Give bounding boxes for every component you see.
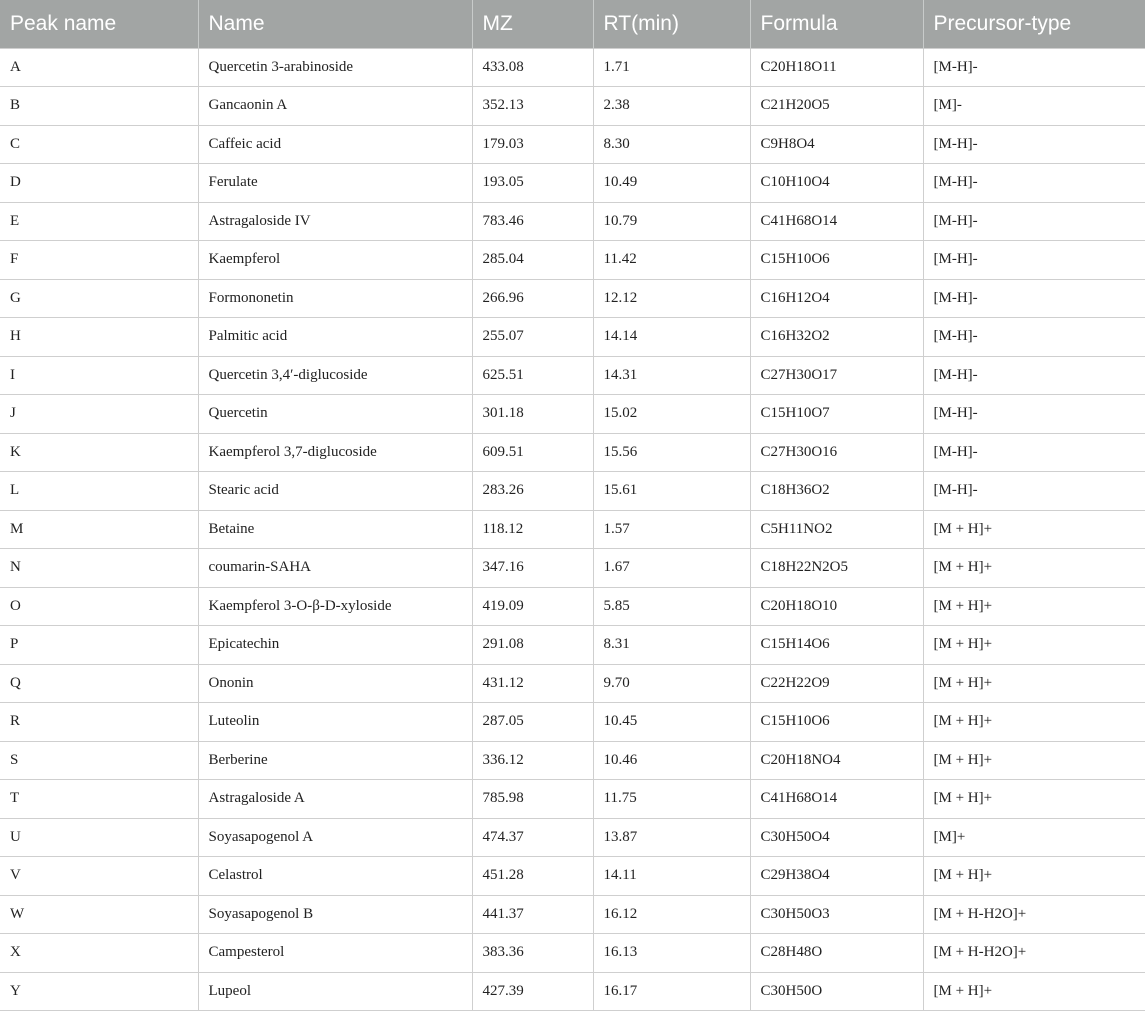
cell-formula: C15H10O6 bbox=[750, 703, 923, 742]
cell-rt: 10.49 bbox=[593, 164, 750, 203]
cell-formula: C21H20O5 bbox=[750, 87, 923, 126]
cell-peak-name: A bbox=[0, 48, 198, 87]
cell-mz: 352.13 bbox=[472, 87, 593, 126]
cell-peak-name: P bbox=[0, 626, 198, 665]
cell-precursor-type: [M-H]- bbox=[923, 241, 1145, 280]
cell-rt: 15.61 bbox=[593, 472, 750, 511]
cell-precursor-type: [M-H]- bbox=[923, 318, 1145, 357]
header-rt: RT(min) bbox=[593, 0, 750, 48]
cell-formula: C27H30O16 bbox=[750, 433, 923, 472]
cell-precursor-type: [M-H]- bbox=[923, 472, 1145, 511]
table-row bbox=[0, 87, 1145, 126]
cell-precursor-type: [M]+ bbox=[923, 818, 1145, 857]
cell-precursor-type: [M + H]+ bbox=[923, 626, 1145, 665]
cell-rt: 11.75 bbox=[593, 780, 750, 819]
cell-name: Lupeol bbox=[198, 972, 472, 1011]
cell-rt: 14.31 bbox=[593, 356, 750, 395]
cell-name: Epicatechin bbox=[198, 626, 472, 665]
cell-peak-name: J bbox=[0, 395, 198, 434]
table-row bbox=[0, 549, 1145, 588]
cell-formula: C29H38O4 bbox=[750, 857, 923, 896]
cell-mz: 433.08 bbox=[472, 48, 593, 87]
cell-peak-name: H bbox=[0, 318, 198, 357]
cell-peak-name: Y bbox=[0, 972, 198, 1011]
cell-name: Soyasapogenol B bbox=[198, 895, 472, 934]
cell-rt: 10.45 bbox=[593, 703, 750, 742]
cell-peak-name: U bbox=[0, 818, 198, 857]
cell-formula: C30H50O3 bbox=[750, 895, 923, 934]
cell-rt: 12.12 bbox=[593, 279, 750, 318]
table-row bbox=[0, 703, 1145, 742]
cell-rt: 8.31 bbox=[593, 626, 750, 665]
cell-name: Soyasapogenol A bbox=[198, 818, 472, 857]
table-row bbox=[0, 664, 1145, 703]
cell-formula: C9H8O4 bbox=[750, 125, 923, 164]
cell-precursor-type: [M + H]+ bbox=[923, 587, 1145, 626]
cell-formula: C22H22O9 bbox=[750, 664, 923, 703]
cell-mz: 266.96 bbox=[472, 279, 593, 318]
cell-mz: 451.28 bbox=[472, 857, 593, 896]
cell-formula: C16H32O2 bbox=[750, 318, 923, 357]
table-header bbox=[0, 0, 1145, 48]
cell-peak-name: K bbox=[0, 433, 198, 472]
cell-peak-name: O bbox=[0, 587, 198, 626]
cell-mz: 118.12 bbox=[472, 510, 593, 549]
cell-rt: 5.85 bbox=[593, 587, 750, 626]
cell-mz: 283.26 bbox=[472, 472, 593, 511]
table-row bbox=[0, 472, 1145, 511]
header-formula: Formula bbox=[750, 0, 923, 48]
cell-precursor-type: [M + H]+ bbox=[923, 780, 1145, 819]
header-precursor-type: Precursor-type bbox=[923, 0, 1145, 48]
cell-name: Campesterol bbox=[198, 934, 472, 973]
table-row bbox=[0, 895, 1145, 934]
cell-precursor-type: [M]- bbox=[923, 87, 1145, 126]
cell-peak-name: S bbox=[0, 741, 198, 780]
cell-mz: 255.07 bbox=[472, 318, 593, 357]
cell-rt: 1.57 bbox=[593, 510, 750, 549]
table-row bbox=[0, 972, 1145, 1011]
table-row bbox=[0, 626, 1145, 665]
cell-name: Astragaloside IV bbox=[198, 202, 472, 241]
header-peak-name: Peak name bbox=[10, 11, 117, 35]
cell-mz: 783.46 bbox=[472, 202, 593, 241]
cell-formula: C30H50O bbox=[750, 972, 923, 1011]
cell-formula: C15H10O7 bbox=[750, 395, 923, 434]
cell-rt: 14.11 bbox=[593, 857, 750, 896]
cell-precursor-type: [M + H]+ bbox=[923, 741, 1145, 780]
cell-rt: 14.14 bbox=[593, 318, 750, 357]
cell-formula: C41H68O14 bbox=[750, 202, 923, 241]
cell-rt: 2.38 bbox=[593, 87, 750, 126]
cell-formula: C20H18O11 bbox=[750, 48, 923, 87]
cell-peak-name: I bbox=[0, 356, 198, 395]
cell-peak-name: L bbox=[0, 472, 198, 511]
cell-mz: 625.51 bbox=[472, 356, 593, 395]
cell-mz: 427.39 bbox=[472, 972, 593, 1011]
cell-peak-name: G bbox=[0, 279, 198, 318]
table-row bbox=[0, 125, 1145, 164]
cell-name: Berberine bbox=[198, 741, 472, 780]
cell-name: Palmitic acid bbox=[198, 318, 472, 357]
cell-name: Celastrol bbox=[198, 857, 472, 896]
cell-peak-name: E bbox=[0, 202, 198, 241]
table-row bbox=[0, 318, 1145, 357]
cell-mz: 285.04 bbox=[472, 241, 593, 280]
header-name: Name bbox=[198, 0, 472, 48]
cell-mz: 431.12 bbox=[472, 664, 593, 703]
cell-rt: 15.56 bbox=[593, 433, 750, 472]
cell-rt: 13.87 bbox=[593, 818, 750, 857]
cell-mz: 193.05 bbox=[472, 164, 593, 203]
cell-precursor-type: [M + H]+ bbox=[923, 972, 1145, 1011]
cell-precursor-type: [M-H]- bbox=[923, 356, 1145, 395]
cell-name: Formononetin bbox=[198, 279, 472, 318]
cell-mz: 179.03 bbox=[472, 125, 593, 164]
cell-formula: C18H22N2O5 bbox=[750, 549, 923, 588]
cell-peak-name: T bbox=[0, 780, 198, 819]
cell-precursor-type: [M-H]- bbox=[923, 125, 1145, 164]
table-row bbox=[0, 395, 1145, 434]
table-row bbox=[0, 741, 1145, 780]
table-row bbox=[0, 818, 1145, 857]
cell-precursor-type: [M + H]+ bbox=[923, 857, 1145, 896]
table-row bbox=[0, 433, 1145, 472]
cell-mz: 301.18 bbox=[472, 395, 593, 434]
cell-mz: 291.08 bbox=[472, 626, 593, 665]
cell-rt: 10.79 bbox=[593, 202, 750, 241]
cell-name: Stearic acid bbox=[198, 472, 472, 511]
table-row bbox=[0, 780, 1145, 819]
table-row bbox=[0, 587, 1145, 626]
cell-formula: C28H48O bbox=[750, 934, 923, 973]
cell-precursor-type: [M + H]+ bbox=[923, 510, 1145, 549]
cell-name: Quercetin 3,4′-diglucoside bbox=[198, 356, 472, 395]
cell-precursor-type: [M + H]+ bbox=[923, 664, 1145, 703]
cell-name: Kaempferol bbox=[198, 241, 472, 280]
cell-rt: 11.42 bbox=[593, 241, 750, 280]
cell-rt: 9.70 bbox=[593, 664, 750, 703]
table-row bbox=[0, 356, 1145, 395]
table-row bbox=[0, 857, 1145, 896]
cell-mz: 609.51 bbox=[472, 433, 593, 472]
cell-name: Kaempferol 3,7-diglucoside bbox=[198, 433, 472, 472]
cell-peak-name: C bbox=[0, 125, 198, 164]
cell-rt: 16.12 bbox=[593, 895, 750, 934]
cell-precursor-type: [M-H]- bbox=[923, 433, 1145, 472]
table-row bbox=[0, 279, 1145, 318]
cell-precursor-type: [M + H-H2O]+ bbox=[923, 934, 1145, 973]
table-row bbox=[0, 934, 1145, 973]
cell-formula: C41H68O14 bbox=[750, 780, 923, 819]
cell-rt: 15.02 bbox=[593, 395, 750, 434]
cell-precursor-type: [M-H]- bbox=[923, 202, 1145, 241]
cell-name: Astragaloside A bbox=[198, 780, 472, 819]
cell-name: Caffeic acid bbox=[198, 125, 472, 164]
cell-mz: 419.09 bbox=[472, 587, 593, 626]
cell-mz: 785.98 bbox=[472, 780, 593, 819]
cell-rt: 10.46 bbox=[593, 741, 750, 780]
cell-formula: C30H50O4 bbox=[750, 818, 923, 857]
cell-precursor-type: [M + H-H2O]+ bbox=[923, 895, 1145, 934]
table-row bbox=[0, 164, 1145, 203]
cell-formula: C15H10O6 bbox=[750, 241, 923, 280]
cell-name: Gancaonin A bbox=[198, 87, 472, 126]
table-row bbox=[0, 241, 1145, 280]
cell-formula: C16H12O4 bbox=[750, 279, 923, 318]
cell-formula: C10H10O4 bbox=[750, 164, 923, 203]
cell-peak-name: D bbox=[0, 164, 198, 203]
table-row bbox=[0, 510, 1145, 549]
cell-mz: 336.12 bbox=[472, 741, 593, 780]
cell-mz: 383.36 bbox=[472, 934, 593, 973]
cell-name: Luteolin bbox=[198, 703, 472, 742]
cell-formula: C27H30O17 bbox=[750, 356, 923, 395]
cell-formula: C20H18NO4 bbox=[750, 741, 923, 780]
table-row bbox=[0, 48, 1145, 87]
cell-rt: 1.71 bbox=[593, 48, 750, 87]
cell-peak-name: Q bbox=[0, 664, 198, 703]
cell-peak-name: B bbox=[0, 87, 198, 126]
cell-formula: C15H14O6 bbox=[750, 626, 923, 665]
cell-name: Betaine bbox=[198, 510, 472, 549]
table-row bbox=[0, 202, 1145, 241]
cell-mz: 347.16 bbox=[472, 549, 593, 588]
cell-mz: 441.37 bbox=[472, 895, 593, 934]
cell-precursor-type: [M + H]+ bbox=[923, 703, 1145, 742]
cell-rt: 8.30 bbox=[593, 125, 750, 164]
table-body bbox=[0, 48, 1145, 1011]
cell-name: coumarin-SAHA bbox=[198, 549, 472, 588]
cell-formula: C20H18O10 bbox=[750, 587, 923, 626]
cell-name: Quercetin 3-arabinoside bbox=[198, 48, 472, 87]
cell-peak-name: W bbox=[0, 895, 198, 934]
cell-peak-name: R bbox=[0, 703, 198, 742]
cell-precursor-type: [M-H]- bbox=[923, 279, 1145, 318]
cell-precursor-type: [M-H]- bbox=[923, 48, 1145, 87]
cell-peak-name: M bbox=[0, 510, 198, 549]
cell-name: Kaempferol 3-O-β-D-xyloside bbox=[198, 587, 472, 626]
cell-precursor-type: [M-H]- bbox=[923, 164, 1145, 203]
cell-formula: C5H11NO2 bbox=[750, 510, 923, 549]
cell-peak-name: V bbox=[0, 857, 198, 896]
cell-peak-name: F bbox=[0, 241, 198, 280]
cell-mz: 474.37 bbox=[472, 818, 593, 857]
cell-mz: 287.05 bbox=[472, 703, 593, 742]
cell-name: Quercetin bbox=[198, 395, 472, 434]
cell-rt: 16.17 bbox=[593, 972, 750, 1011]
cell-rt: 1.67 bbox=[593, 549, 750, 588]
cell-peak-name: N bbox=[0, 549, 198, 588]
header-mz: MZ bbox=[472, 0, 593, 48]
header-row bbox=[0, 0, 1145, 48]
cell-peak-name: X bbox=[0, 934, 198, 973]
cell-rt: 16.13 bbox=[593, 934, 750, 973]
cell-name: Ferulate bbox=[198, 164, 472, 203]
cell-precursor-type: [M + H]+ bbox=[923, 549, 1145, 588]
cell-precursor-type: [M-H]- bbox=[923, 395, 1145, 434]
cell-name: Ononin bbox=[198, 664, 472, 703]
cell-formula: C18H36O2 bbox=[750, 472, 923, 511]
